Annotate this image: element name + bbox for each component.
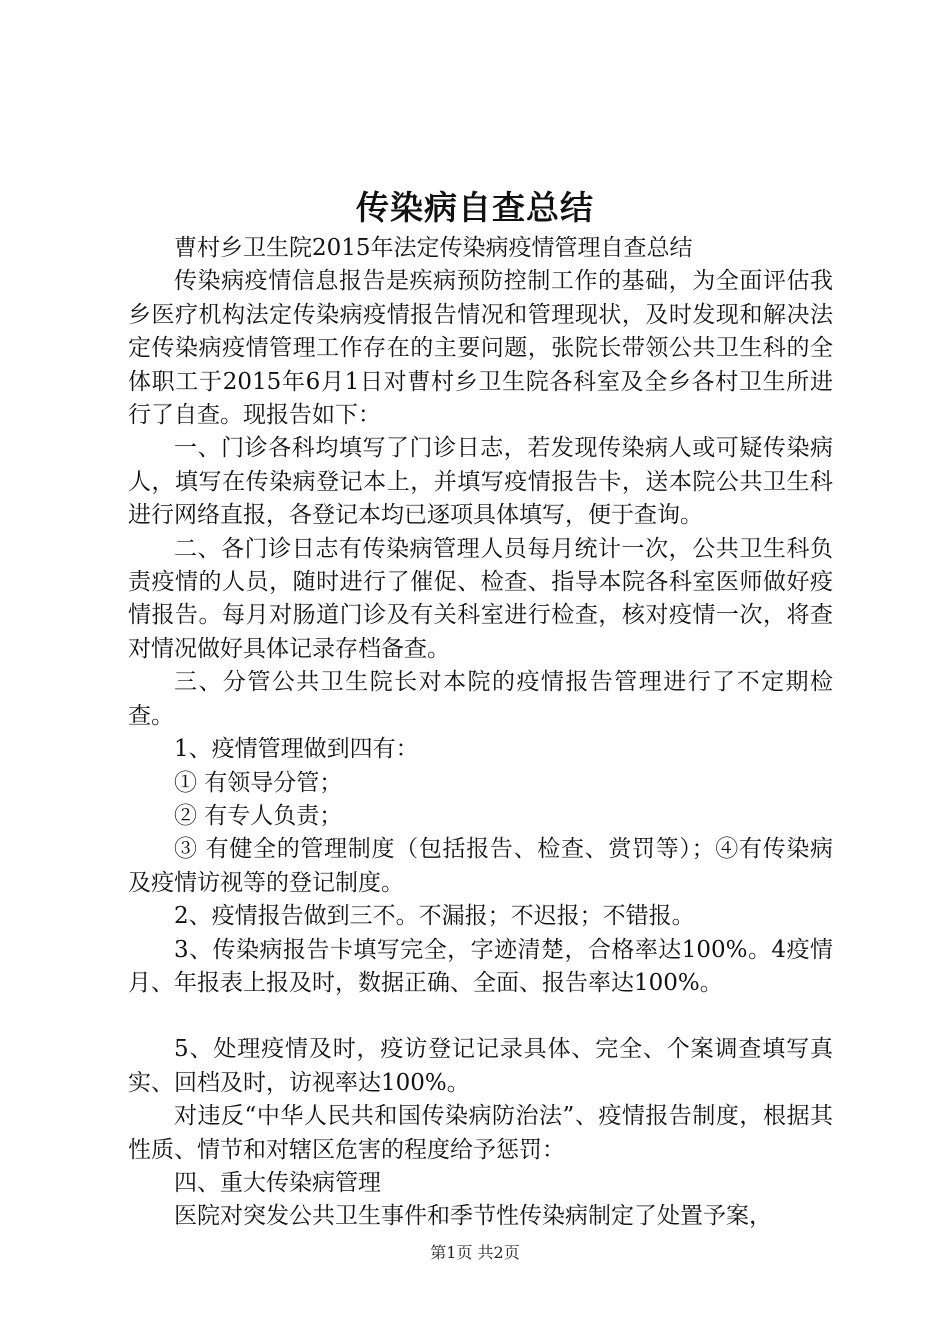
document-title: 传染病自查总结 [356,188,594,227]
paragraph-intro: 传染病疫情信息报告是疾病预防控制工作的基础，为全面评估我乡医疗机构法定传染病疫情报告情况和管理现状，及时发现和解决法定传染病疫情管理工作存在的主要问题，张院长带领公共卫生科的全体职工于2015年6月1日对曹村乡卫生院各科室及全乡各村卫生所进行了自查。现报告如下： [128,268,833,429]
paragraph-section-2: 二、各门诊日志有传染病管理人员每月统计一次，公共卫生科负责疫情的人员，随时进行了催促、检查、指导本院各科室医师做好疫情报告。每月对肠道门诊及有关科室进行检查，核对疫情一次，将查对情况做好具体记录存档备查。 [128,535,833,662]
paragraph-section-3: 三、分管公共卫生院长对本院的疫情报告管理进行了不定期检查。 [128,669,833,729]
paragraph-subitem-2: ② 有专人负责； [174,802,343,829]
paragraph-item-3: 3、传染病报告卡填写完全，字迹清楚，合格率达100%。4疫情月、年报表上报及时，数据正确、全面、报告率达100%。 [128,936,833,996]
paragraph-item-1: 1、疫情管理做到四有： [174,736,419,763]
paragraph-section-1: 一、门诊各科均填写了门诊日志，若发现传染病人或可疑传染病人，填写在传染病登记本上，并填写疫情报告卡，送本院公共卫生科进行网络直报，各登记本均已逐项具体填写，便于查询。 [128,435,833,529]
paragraph-subitem-1: ① 有领导分管； [174,769,343,796]
paragraph-item-5: 5、处理疫情及时，疫访登记记录具体、完全、个案调查填写真实、回档及时，访视率达100%。 [128,1036,833,1096]
paragraph-section-4-body: 医院对突发公共卫生事件和季节性传染病制定了处置予案， [174,1203,772,1230]
paragraph-penalty: 对违反“中华人民共和国传染病防治法”、疫情报告制度，根据其性质、情节和对辖区危害的程度给予惩罚： [128,1103,833,1163]
paragraph-section-4: 四、重大传染病管理 [174,1169,381,1196]
paragraph-item-2: 2、疫情报告做到三不。不漏报；不迟报；不错报。 [174,903,695,930]
document-body [128,232,833,1234]
page-footer: 第1页 共2页 [430,1243,520,1262]
paragraph-subtitle: 曹村乡卫生院2015年法定传染病疫情管理自查总结 [174,235,693,261]
paragraph-subitem-3: ③ 有健全的管理制度（包括报告、检查、赏罚等）；④有传染病及疫情访视等的登记制度。 [128,836,833,896]
